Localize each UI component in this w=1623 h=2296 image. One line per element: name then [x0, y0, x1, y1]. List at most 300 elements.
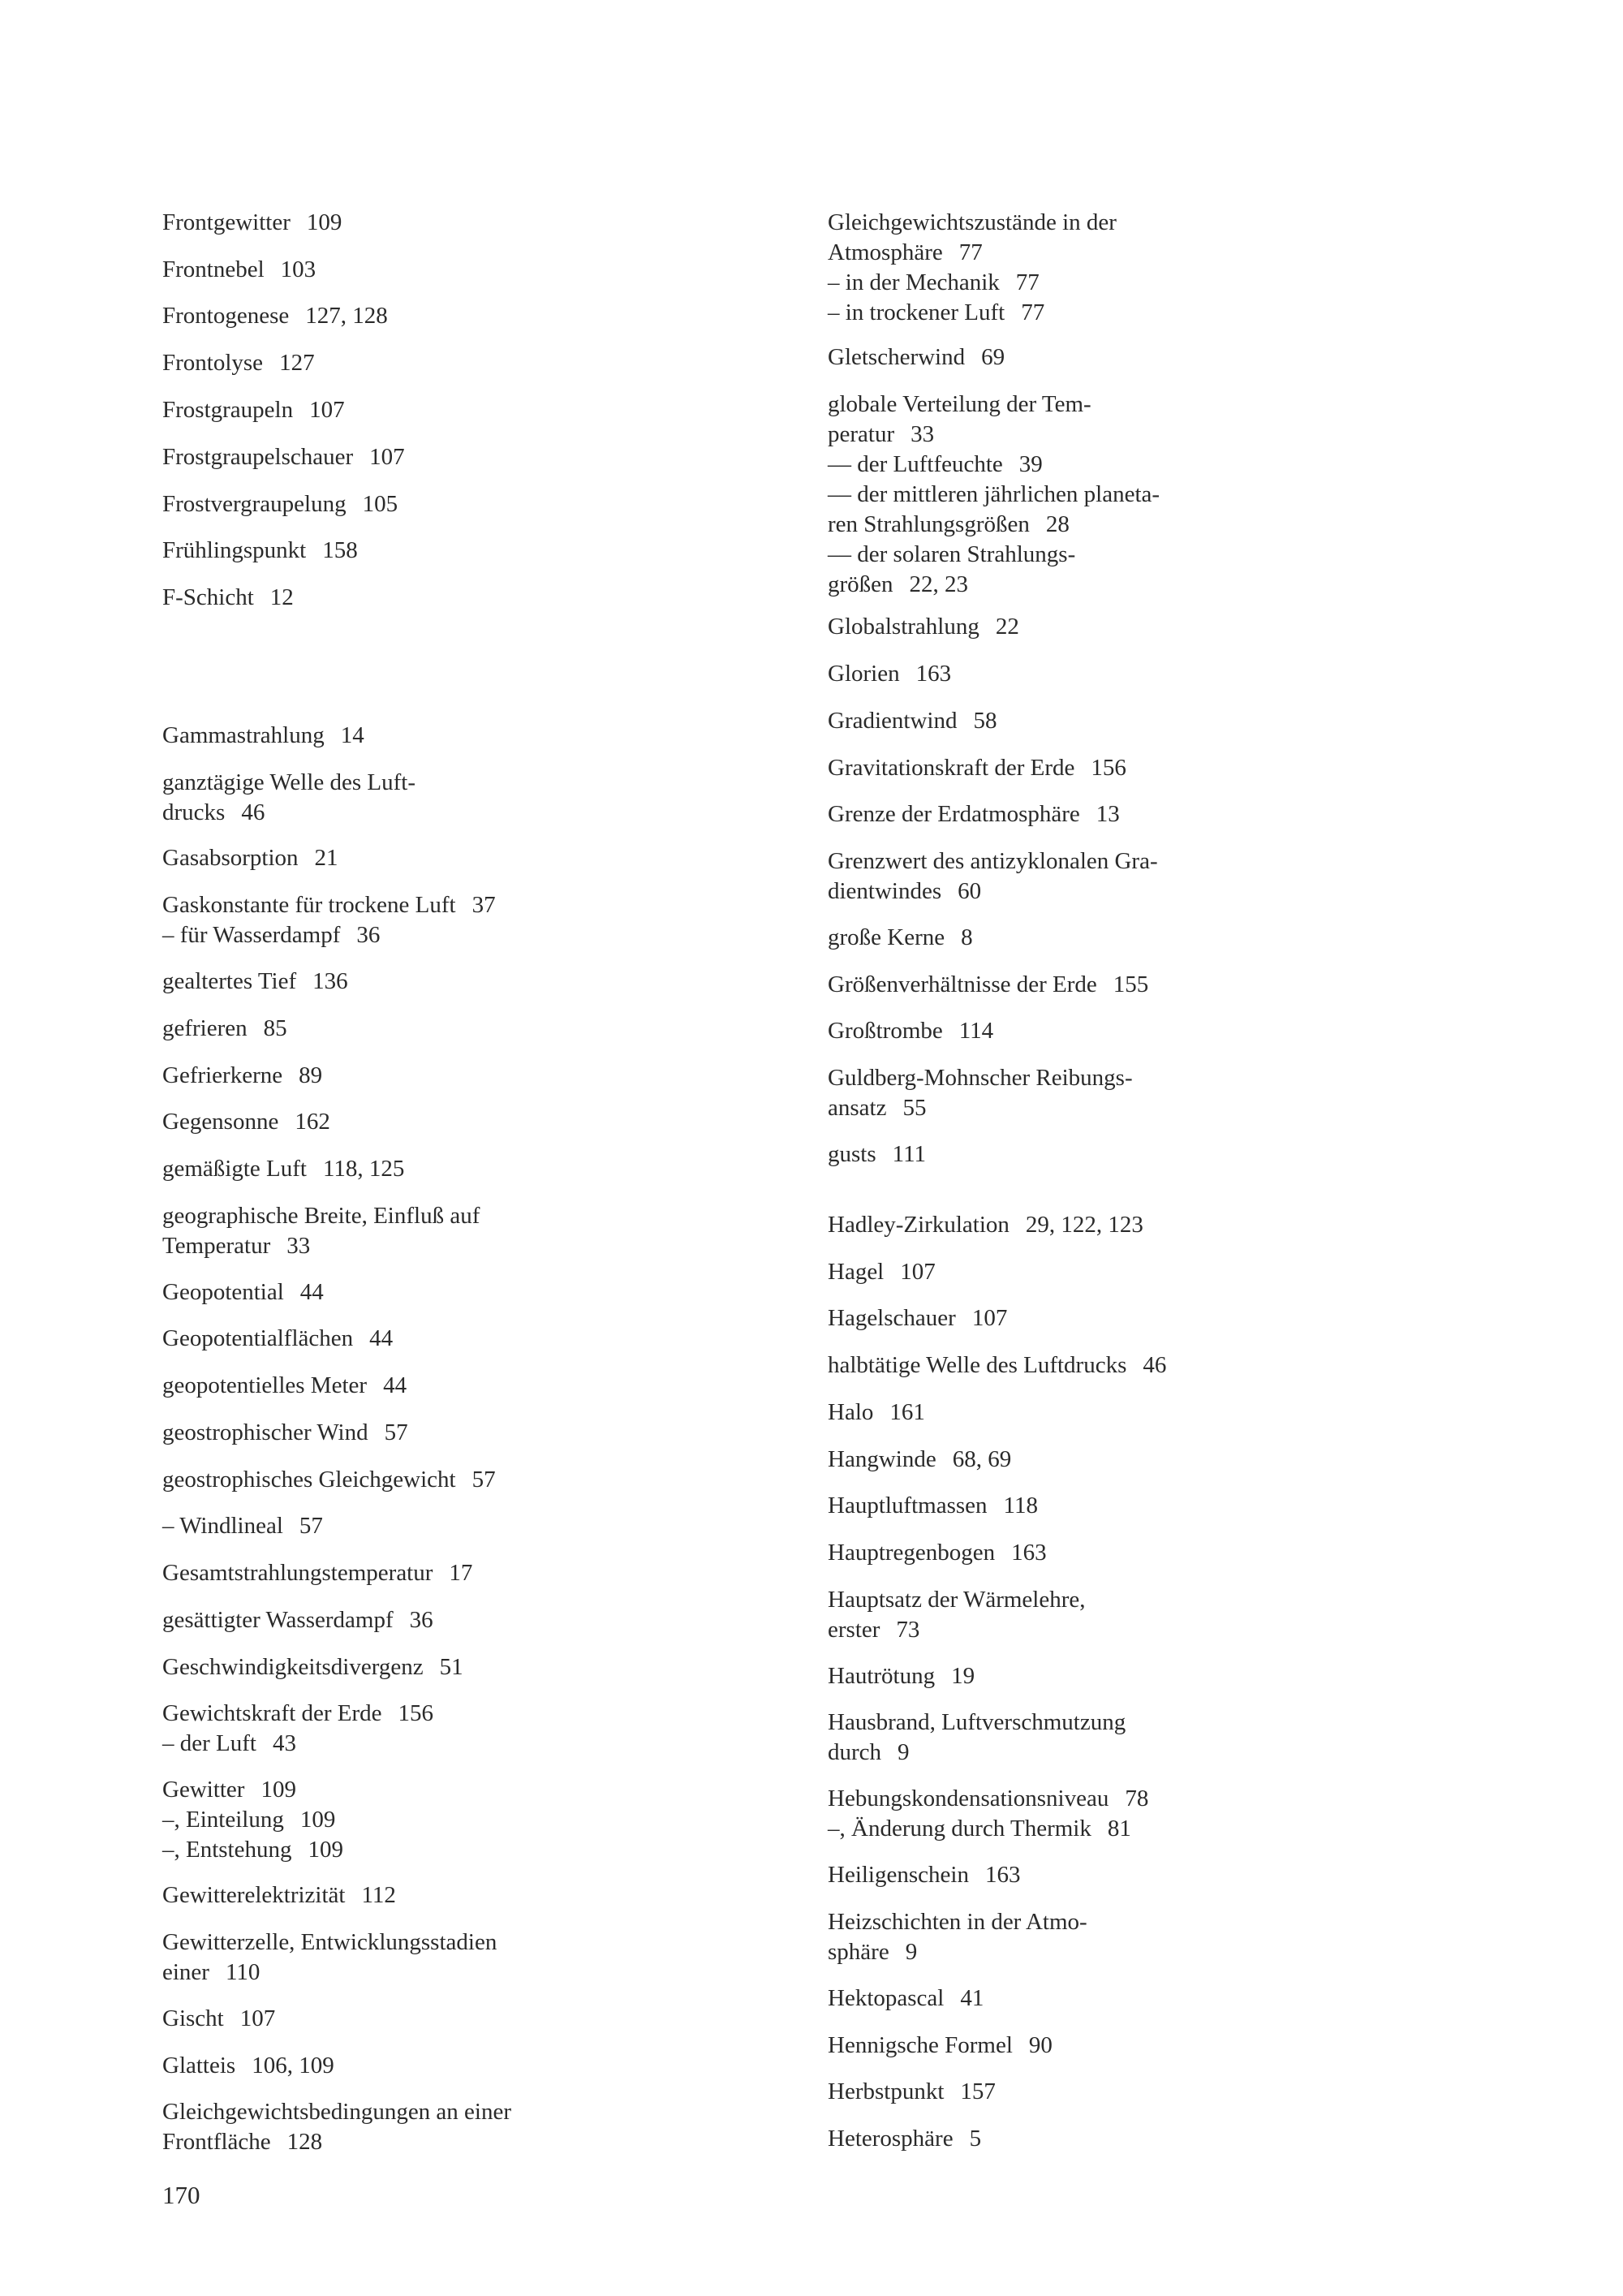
index-entry-line: [828, 1860, 1461, 1890]
index-entry: [162, 395, 779, 425]
index-page-ref: 17: [449, 1560, 473, 1586]
index-entry: [162, 1652, 779, 1682]
index-page-ref: 161: [889, 1399, 925, 1425]
index-term: Geschwindigkeitsdivergenz: [162, 1654, 424, 1680]
index-page-ref: 127, 128: [305, 303, 388, 329]
index-entry: [828, 799, 1461, 829]
index-entry-line: [828, 1350, 1461, 1381]
index-term: Temperatur: [162, 1233, 271, 1259]
index-term: Gewichtskraft der Erde: [162, 1700, 382, 1726]
index-term: ganztägige Welle des Luft-: [162, 769, 415, 795]
index-term: Hautrötung: [828, 1663, 936, 1689]
index-entry-line: [828, 706, 1461, 736]
index-term: geostrophischer Wind: [162, 1419, 368, 1445]
index-entry: [828, 1585, 1461, 1645]
index-page-ref: 106, 109: [252, 2053, 334, 2078]
index-entry: [162, 255, 779, 285]
index-term: Gewitterzelle, Entwicklungsstadien: [162, 1929, 497, 1955]
index-page-ref: 77: [1021, 299, 1045, 325]
index-entry-line: [162, 1418, 779, 1448]
index-term: Geopotentialflächen: [162, 1325, 354, 1351]
index-term: – in trockener Luft: [828, 299, 1005, 325]
index-entry-line: [162, 843, 779, 873]
index-page-ref: 68, 69: [952, 1446, 1012, 1472]
index-entry-line: [162, 208, 779, 238]
index-entry-line: [828, 1738, 1461, 1768]
index-page-ref: 12: [269, 584, 294, 610]
index-entry: [162, 536, 779, 566]
index-entry-line: [828, 1784, 1461, 1814]
index-term: Hauptluftmassen: [828, 1493, 988, 1518]
index-page-ref: 127: [279, 350, 315, 376]
index-entry: [828, 706, 1461, 736]
index-entry-line: [162, 1729, 779, 1759]
index-term: Hausbrand, Luftverschmutzung: [828, 1709, 1126, 1735]
index-entry-line: [828, 2031, 1461, 2061]
index-entry: [162, 1465, 779, 1495]
index-page-ref: 163: [915, 661, 952, 687]
index-page-ref: 33: [286, 1233, 311, 1259]
index-term: – für Wasserdampf: [162, 922, 341, 948]
index-entry-line: [828, 298, 1461, 328]
index-entry: [828, 390, 1461, 600]
index-entry: [828, 2031, 1461, 2061]
index-entry: [828, 970, 1461, 1000]
index-page-ref: 77: [958, 239, 983, 265]
index-term: – der Luft: [162, 1730, 256, 1756]
index-entry-line: [828, 510, 1461, 540]
index-entry: [828, 1538, 1461, 1568]
index-term: Gravitationskraft der Erde: [828, 755, 1075, 781]
index-term: Gleichgewichtszustände in der: [828, 209, 1117, 235]
index-entry-line: [162, 1958, 779, 1988]
index-entry-line: [828, 1139, 1461, 1170]
index-term: Grenzwert des antizyklonalen Gra-: [828, 848, 1158, 874]
index-page-ref: 109: [306, 209, 342, 235]
index-entry-line: [162, 2127, 779, 2157]
index-term: Hagelschauer: [828, 1305, 956, 1331]
index-entry-line: [162, 255, 779, 285]
index-term: –– der mittleren jährlichen planeta-: [828, 481, 1160, 507]
index-page-ref: 163: [984, 1862, 1021, 1888]
index-term: Gesamtstrahlungstemperatur: [162, 1560, 433, 1586]
index-entry-line: [162, 1558, 779, 1588]
index-entry-line: [162, 1775, 779, 1805]
index-entry: [162, 489, 779, 519]
index-page-ref: 163: [1011, 1540, 1047, 1566]
index-term: Frontfläche: [162, 2129, 271, 2155]
index-page-ref: 46: [241, 799, 265, 825]
index-page-ref: 14: [340, 722, 364, 748]
index-term: F-Schicht: [162, 584, 254, 610]
index-entry: [828, 1210, 1461, 1240]
index-term: Glorien: [828, 661, 900, 687]
index-entry-line: [828, 970, 1461, 1000]
index-term: dientwindes: [828, 878, 942, 904]
index-entry: [162, 1418, 779, 1448]
index-entry: [828, 1350, 1461, 1381]
index-page-ref: 156: [1091, 755, 1126, 781]
index-term: Grenze der Erdatmosphäre: [828, 801, 1080, 827]
index-entry-line: [162, 890, 779, 920]
index-page-ref: 156: [398, 1700, 434, 1726]
index-page-ref: 157: [960, 2078, 996, 2104]
index-term: Atmosphäre: [828, 239, 943, 265]
index-entry: [162, 583, 779, 613]
index-term: peratur: [828, 421, 895, 447]
index-entry-line: [828, 1016, 1461, 1046]
index-term: Globalstrahlung: [828, 614, 979, 640]
index-term: Gletscherwind: [828, 344, 966, 370]
index-page-ref: 43: [272, 1730, 296, 1756]
index-term: Frostvergraupelung: [162, 491, 347, 517]
index-entry: [828, 1984, 1461, 2014]
index-entry: [828, 1708, 1461, 1768]
index-entry-line: [828, 208, 1461, 238]
index-entry: [162, 2051, 779, 2081]
index-entry: [828, 1907, 1461, 1967]
index-term: Heiligenschein: [828, 1862, 969, 1888]
index-entry: [162, 1061, 779, 1091]
index-page-ref: 118, 125: [322, 1156, 405, 1182]
index-page-ref: 158: [322, 537, 358, 563]
index-entry-line: [162, 967, 779, 997]
index-page-ref: 51: [439, 1654, 463, 1680]
index-page-ref: 69: [981, 344, 1005, 370]
index-term: Gasabsorption: [162, 845, 299, 871]
index-entry-line: [828, 877, 1461, 907]
index-entry-line: [828, 1445, 1461, 1475]
index-entry: [162, 1880, 779, 1910]
index-entry: [162, 1558, 779, 1588]
index-entry: [162, 2004, 779, 2034]
index-page-ref: 36: [409, 1607, 433, 1633]
index-entry-line: [162, 1277, 779, 1307]
index-entry: [828, 1491, 1461, 1521]
index-entry-line: [162, 1324, 779, 1354]
index-entry: [162, 1324, 779, 1354]
index-page-ref: 9: [898, 1739, 910, 1765]
index-page-ref: 103: [280, 256, 316, 282]
index-entry-line: [162, 1107, 779, 1137]
index-page-ref: 55: [902, 1095, 927, 1121]
index-page-ref: 110: [225, 1959, 260, 1985]
index-entry-line: [162, 1465, 779, 1495]
index-page-ref: 41: [960, 1985, 984, 2011]
index-entry: [828, 612, 1461, 642]
index-entry-line: [828, 1398, 1461, 1428]
index-entry-line: [162, 442, 779, 472]
page-number: 170: [162, 2181, 200, 2209]
index-entry-line: [828, 2077, 1461, 2107]
index-term: gusts: [828, 1141, 876, 1167]
index-entry: [162, 1775, 779, 1865]
index-entry-line: [162, 301, 779, 331]
index-entry-line: [828, 1491, 1461, 1521]
index-term: gemäßigte Luft: [162, 1156, 307, 1182]
index-page-ref: 107: [239, 2005, 276, 2031]
index-term: Gewitterelektrizität: [162, 1882, 346, 1908]
index-entry: [162, 301, 779, 331]
index-term: Hektopascal: [828, 1985, 945, 2011]
index-entry-line: [828, 1937, 1461, 1967]
index-page-ref: 77: [1015, 269, 1040, 295]
index-entry-line: [162, 1835, 779, 1865]
index-term: geographische Breite, Einfluß auf: [162, 1203, 480, 1229]
index-page-ref: 39: [1018, 451, 1043, 477]
index-entry: [162, 1014, 779, 1044]
index-page-ref: 33: [911, 421, 935, 447]
index-term: gesättigter Wasserdampf: [162, 1607, 394, 1633]
index-term: Guldberg-Mohnscher Reibungs-: [828, 1065, 1133, 1091]
index-page-ref: 8: [961, 924, 973, 950]
index-entry: [828, 1016, 1461, 1046]
index-page-ref: 107: [971, 1305, 1008, 1331]
index-page-ref: 44: [369, 1325, 394, 1351]
index-page-ref: 81: [1107, 1816, 1131, 1842]
index-entry: [162, 1511, 779, 1541]
index-page-ref: 136: [312, 968, 348, 994]
index-entry-line: [162, 1699, 779, 1729]
index-entry-line: [162, 1805, 779, 1835]
index-page-ref: 58: [973, 708, 997, 734]
index-entry: [828, 1257, 1461, 1287]
index-term: Frontgewitter: [162, 209, 291, 235]
index-entry-line: [828, 1093, 1461, 1123]
index-page-ref: 107: [900, 1259, 936, 1285]
index-term: Gegensonne: [162, 1109, 279, 1135]
index-page-ref: 13: [1096, 801, 1120, 827]
index-page-ref: 60: [958, 878, 982, 904]
index-term: Frontolyse: [162, 350, 264, 376]
index-entry-line: [162, 489, 779, 519]
index-page-ref: 73: [896, 1617, 920, 1643]
index-term: globale Verteilung der Tem-: [828, 391, 1091, 417]
index-entry-line: [828, 1907, 1461, 1937]
index-entry-line: [828, 753, 1461, 783]
index-term: Frühlingspunkt: [162, 537, 307, 563]
index-term: gealtertes Tief: [162, 968, 297, 994]
index-page-ref: 22: [995, 614, 1019, 640]
index-term: Größenverhältnisse der Erde: [828, 971, 1097, 997]
index-entry-line: [162, 1061, 779, 1091]
index-term: Glatteis: [162, 2053, 236, 2078]
index-entry: [162, 768, 779, 828]
index-entry-line: [162, 1511, 779, 1541]
index-term: drucks: [162, 799, 226, 825]
index-entry: [828, 1860, 1461, 1890]
index-entry: [828, 659, 1461, 689]
index-term: – Windlineal: [162, 1513, 283, 1539]
index-entry-line: [828, 846, 1461, 877]
index-page-ref: 44: [299, 1279, 324, 1305]
index-entry-line: [828, 1538, 1461, 1568]
index-page-ref: 44: [383, 1372, 407, 1398]
index-term: Hangwinde: [828, 1446, 936, 1472]
index-page-ref: 29, 122, 123: [1025, 1212, 1143, 1238]
index-page-ref: 118: [1003, 1493, 1038, 1518]
index-entry: [162, 890, 779, 950]
index-entry-line: [162, 1928, 779, 1958]
index-term: sphäre: [828, 1939, 889, 1965]
index-page-ref: 128: [286, 2129, 323, 2155]
index-entry: [162, 208, 779, 238]
index-entry-line: [162, 1652, 779, 1682]
index-entry-line: [162, 920, 779, 950]
index-page-ref: 78: [1125, 1786, 1149, 1811]
index-entry-line: [828, 238, 1461, 268]
index-entry-line: [162, 1371, 779, 1401]
index-term: Frostgraupelschauer: [162, 444, 354, 470]
index-entry-line: [828, 390, 1461, 420]
index-term: erster: [828, 1617, 880, 1643]
index-page-ref: 21: [314, 845, 338, 871]
index-term: –, Einteilung: [162, 1807, 284, 1833]
index-entry: [162, 1107, 779, 1137]
index-page-ref: 109: [299, 1807, 336, 1833]
index-entry-line: [828, 268, 1461, 298]
index-entry-line: [828, 1063, 1461, 1093]
index-entry-line: [828, 1984, 1461, 2014]
index-term: gefrieren: [162, 1015, 248, 1041]
index-term: Heizschichten in der Atmo-: [828, 1909, 1087, 1935]
index-entry-line: [828, 923, 1461, 953]
index-page-ref: 19: [951, 1663, 975, 1689]
index-entry: [828, 923, 1461, 953]
index-term: halbtätige Welle des Luftdrucks: [828, 1352, 1127, 1378]
index-entry: [162, 843, 779, 873]
index-term: Hauptregenbogen: [828, 1540, 996, 1566]
index-term: ren Strahlungsgrößen: [828, 511, 1030, 537]
index-page-ref: 162: [295, 1109, 330, 1135]
index-entry-line: [162, 1201, 779, 1231]
index-term: Gaskonstante für trockene Luft: [162, 892, 456, 918]
index-term: einer: [162, 1959, 209, 1985]
index-term: Frontogenese: [162, 303, 290, 329]
index-term: –, Entstehung: [162, 1837, 292, 1863]
index-term: Heterosphäre: [828, 2126, 954, 2152]
index-term: geopotentielles Meter: [162, 1372, 368, 1398]
index-page-ref: 22, 23: [909, 571, 969, 597]
index-page-ref: 114: [958, 1018, 994, 1044]
index-entry: [828, 1063, 1461, 1123]
index-entry-line: [828, 540, 1461, 570]
index-term: Herbstpunkt: [828, 2078, 945, 2104]
index-entry-line: [828, 1661, 1461, 1691]
index-page-ref: 5: [969, 2126, 982, 2152]
index-page-ref: 28: [1045, 511, 1070, 537]
index-term: Gammastrahlung: [162, 722, 325, 748]
index-entry: [162, 442, 779, 472]
index-entry: [828, 2077, 1461, 2107]
index-term: Hadley-Zirkulation: [828, 1212, 1010, 1238]
index-entry-line: [828, 1303, 1461, 1333]
index-entry-line: [828, 450, 1461, 480]
index-entry-line: [162, 395, 779, 425]
index-entry-line: [828, 1814, 1461, 1844]
index-entry: [828, 2124, 1461, 2154]
index-term: ansatz: [828, 1095, 887, 1121]
index-entry: [162, 1699, 779, 1759]
index-page-ref: 107: [309, 397, 345, 423]
index-entry-line: [828, 2124, 1461, 2154]
index-entry-line: [828, 570, 1461, 600]
index-page-ref: 37: [471, 892, 496, 918]
index-term: Halo: [828, 1399, 874, 1425]
index-entry: [828, 753, 1461, 783]
index-entry-line: [162, 2004, 779, 2034]
index-entry-line: [162, 1014, 779, 1044]
index-page-ref: 57: [299, 1513, 323, 1539]
index-entry-line: [162, 1880, 779, 1910]
index-entry-line: [162, 583, 779, 613]
index-entry: [162, 2097, 779, 2157]
index-term: geostrophisches Gleichgewicht: [162, 1467, 456, 1493]
index-entry-line: [828, 342, 1461, 373]
index-page-ref: 57: [471, 1467, 496, 1493]
index-entry-line: [828, 480, 1461, 510]
index-page-ref: 107: [369, 444, 405, 470]
index-entry-line: [828, 659, 1461, 689]
index-entry-line: [162, 721, 779, 751]
index-entry: [828, 1661, 1461, 1691]
index-entry-line: [162, 768, 779, 798]
index-term: durch: [828, 1739, 882, 1765]
index-page-ref: 155: [1113, 971, 1149, 997]
index-entry: [828, 1398, 1461, 1428]
index-term: Gewitter: [162, 1777, 245, 1803]
index-term: –, Änderung durch Thermik: [828, 1816, 1091, 1842]
index-entry-line: [162, 798, 779, 828]
index-entry-line: [828, 420, 1461, 450]
index-term: Geopotential: [162, 1279, 284, 1305]
index-term: –– der Luftfeuchte: [828, 451, 1003, 477]
index-entry: [162, 1928, 779, 1988]
index-entry-line: [828, 1210, 1461, 1240]
index-entry: [828, 1784, 1461, 1844]
index-page-ref: 105: [362, 491, 398, 517]
index-term: – in der Mechanik: [828, 269, 1000, 295]
index-page-ref: 109: [308, 1837, 343, 1863]
index-entry-line: [162, 1154, 779, 1184]
index-term: Hebungskondensationsniveau: [828, 1786, 1109, 1811]
index-term: Hennigsche Formel: [828, 2032, 1013, 2058]
index-page-ref: 85: [263, 1015, 287, 1041]
index-entry: [162, 1201, 779, 1261]
index-page-ref: 112: [361, 1882, 396, 1908]
index-entry: [162, 967, 779, 997]
index-term: Gradientwind: [828, 708, 958, 734]
index-page-ref: 9: [905, 1939, 918, 1965]
index-page-ref: 109: [260, 1777, 296, 1803]
index-entry: [162, 1371, 779, 1401]
index-page-ref: 46: [1143, 1352, 1167, 1378]
index-entry-line: [828, 1708, 1461, 1738]
index-entry: [828, 846, 1461, 907]
index-entry: [828, 1139, 1461, 1170]
index-page-ref: 89: [299, 1062, 323, 1088]
index-entry: [162, 721, 779, 751]
index-entry-line: [828, 1615, 1461, 1645]
index-term: Gleichgewichtsbedingungen an einer: [162, 2099, 512, 2125]
index-entry-line: [162, 2097, 779, 2127]
index-term: große Kerne: [828, 924, 945, 950]
index-page-ref: 36: [356, 922, 381, 948]
index-entry: [162, 1605, 779, 1635]
index-entry: [162, 1277, 779, 1307]
index-entry-line: [828, 1585, 1461, 1615]
index-entry-line: [162, 2051, 779, 2081]
